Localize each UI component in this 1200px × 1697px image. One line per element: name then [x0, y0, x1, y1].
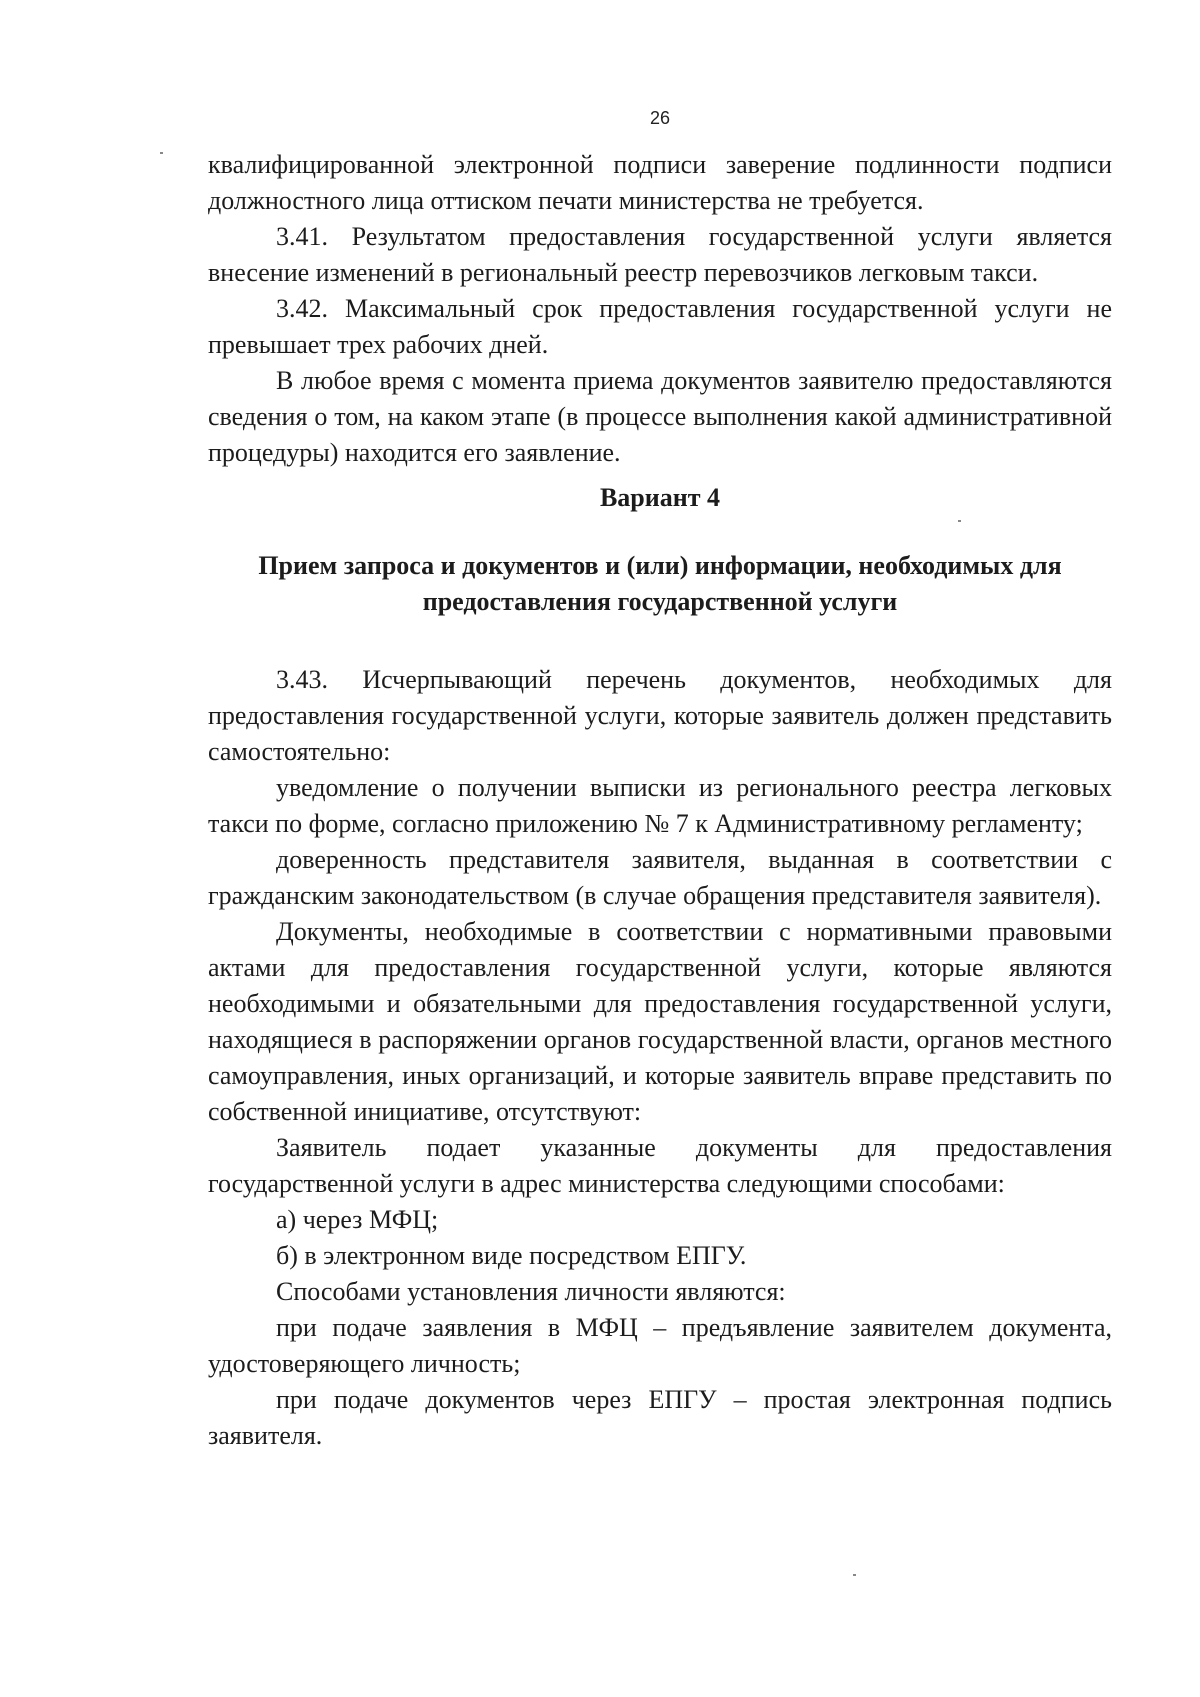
variant-heading — [208, 480, 1112, 516]
paragraph: Заявитель подает указанные документы для предоставления государственной услуги в адрес министерства следующими способами: — [208, 1133, 1112, 1198]
paragraph: при подаче заявления в МФЦ – предъявление заявителем документа, удостоверяющего личность; — [208, 1313, 1112, 1378]
scan-speck — [853, 1574, 856, 1576]
paragraph: В любое время с момента приема документов заявителю предоставляются сведения о том, на каком этапе (в процессе выполнения какой административной процедуры) находится его заявление. — [208, 366, 1112, 467]
section-heading — [208, 548, 1112, 620]
paragraph: Документы, необходимые в соответствии с нормативными правовыми актами для предоставления государственной услуги, которые являются необходимыми и обязательными для предоставления государственной услуги, находящиеся в распоряжении органов государственной власти, органов местного самоуправления, иных организаций, и которые заявитель вправе представить по собственной инициативе, отсутствуют: — [208, 917, 1112, 1126]
text-block-top — [208, 147, 1112, 471]
scan-speck — [958, 520, 961, 522]
paragraph: б) в электронном виде посредством ЕПГУ. — [276, 1241, 747, 1270]
paragraph: а) через МФЦ; — [276, 1205, 439, 1234]
paragraph: Способами установления личности являются: — [276, 1277, 786, 1306]
page-number: 26 — [649, 108, 671, 128]
scan-speck — [160, 152, 163, 154]
paragraph: уведомление о получении выписки из регионального реестра легковых такси по форме, согласно приложению № 7 к Административному регламенту; — [208, 773, 1112, 838]
paragraph: 3.42. Максимальный срок предоставления государственной услуги не превышает трех рабочих дней. — [208, 294, 1112, 359]
paragraph: 3.43. Исчерпывающий перечень документов, необходимых для предоставления государственной услуги, которые заявитель должен представить самостоятельно: — [208, 665, 1112, 766]
paragraph: 3.41. Результатом предоставления государственной услуги является внесение изменений в региональный реестр перевозчиков легковым такси. — [208, 222, 1112, 287]
variant-heading-text: Вариант 4 — [599, 483, 721, 512]
paragraph: доверенность представителя заявителя, выданная в соответствии с гражданским законодательством (в случае обращения представителя заявителя). — [208, 845, 1112, 910]
paragraph: при подаче документов через ЕПГУ – простая электронная подпись заявителя. — [208, 1385, 1112, 1450]
paragraph: квалифицированной электронной подписи заверение подлинности подписи должностного лица оттиском печати министерства не требуется. — [208, 150, 1112, 215]
section-heading-line-1: Прием запроса и документов и (или) информации, необходимых для — [258, 551, 1062, 580]
text-block-main — [208, 662, 1112, 1454]
section-heading-line-2: предоставления государственной услуги — [422, 587, 898, 616]
